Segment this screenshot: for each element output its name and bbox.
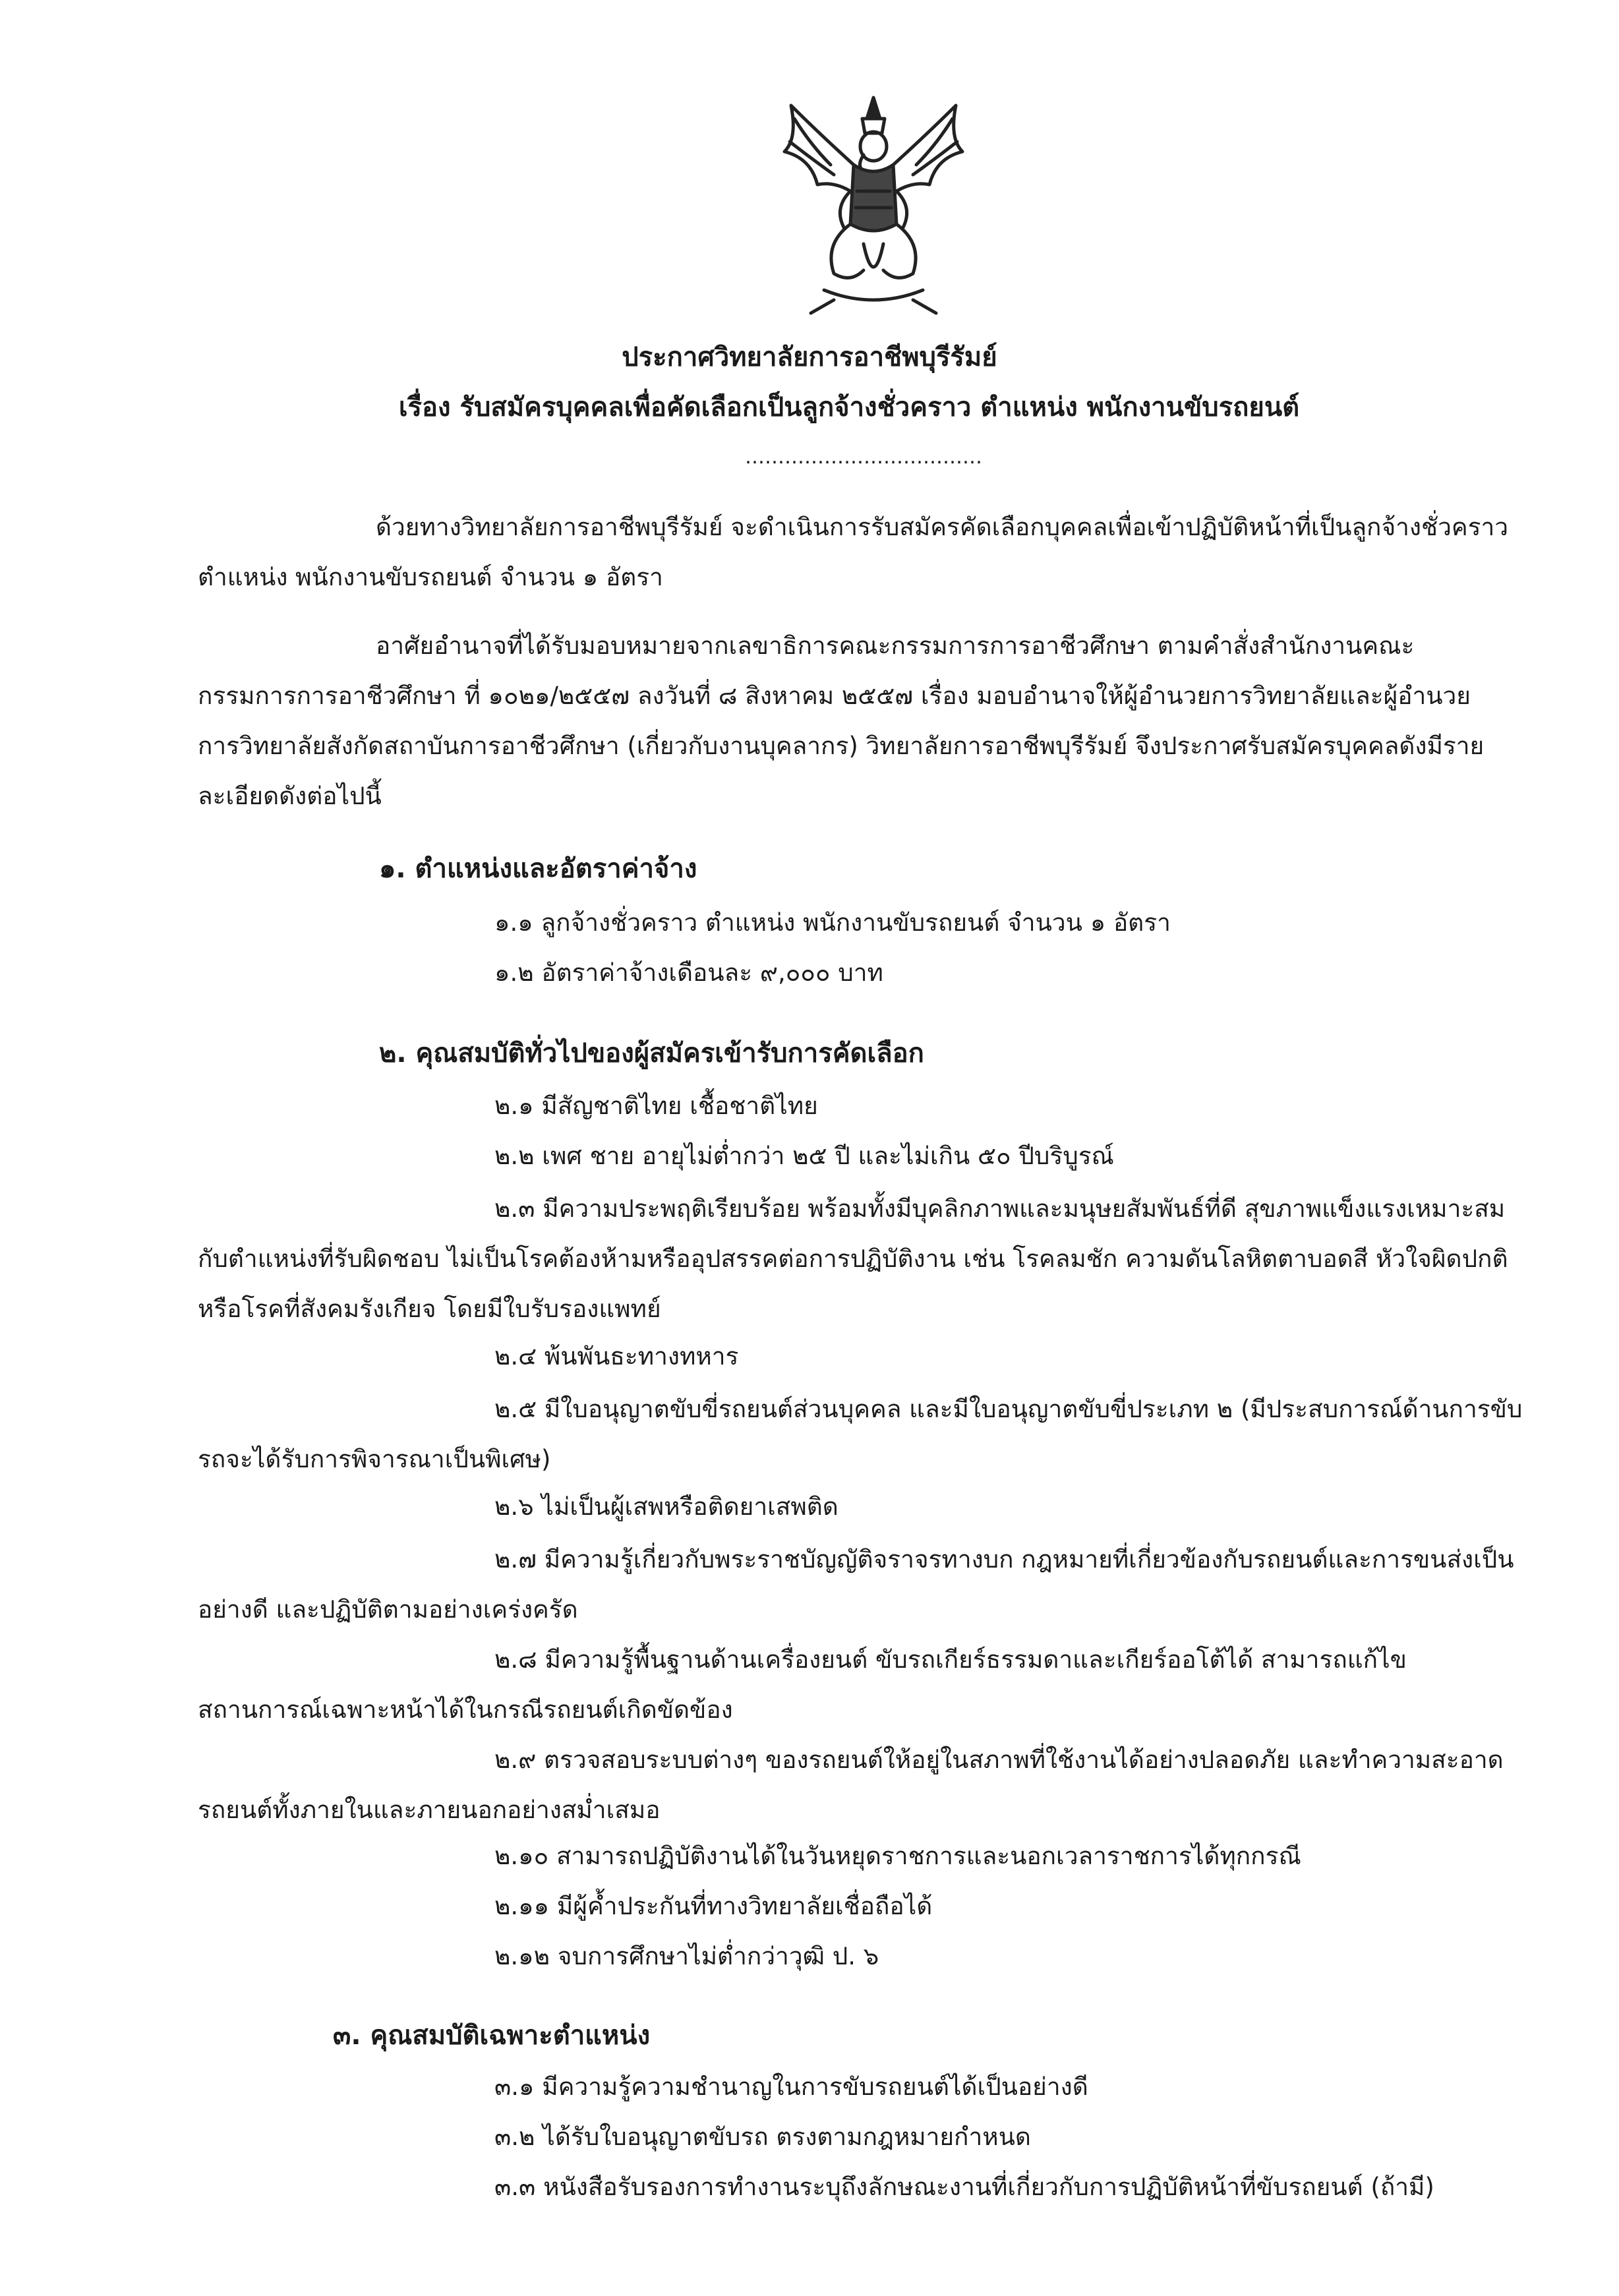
title-divider: ……………………………… <box>745 446 982 469</box>
section-1-item: ๑.๒ อัตราค่าจ้างเดือนละ ๙,๐๐๐ บาท <box>494 958 883 987</box>
section-3-item: ๓.๓ หนังสือรับรองการทำงานระบุถึงลักษณะงานที่เกี่ยวกับการปฏิบัติหน้าที่ขับรถยนต์ (ถ้ามี) <box>494 2173 1434 2201</box>
announcement-title: ประกาศวิทยาลัยการอาชีพบุรีรัมย์ <box>622 342 997 372</box>
section-2-item: ๒.๙ ตรวจสอบระบบต่างๆ ของรถยนต์ให้อยู่ในสภาพที่ใช้งานได้อย่างปลอดภัย และทำความสะอาดรถยนต์ทั้งภายในและภายนอกอย่างสม่ำเสมอ <box>198 1746 1504 1824</box>
section-2-item: ๒.๑๐ สามารถปฏิบัติงานได้ในวันหยุดราชการและนอกเวลาราชการได้ทุกกรณี <box>494 1842 1301 1870</box>
section-3-heading: ๓. คุณสมบัติเฉพาะตำแหน่ง <box>333 2020 651 2051</box>
section-2-item: ๒.๑๑ มีผู้ค้ำประกันที่ทางวิทยาลัยเชื่อถือได้ <box>494 1892 933 1920</box>
section-2-item: ๒.๕ มีใบอนุญาตขับขี่รถยนต์ส่วนบุคคล และมีใบอนุญาตขับขี่ประเภท ๒ (มีประสบการณ์ด้านการขับรถจะได้รับการพิจารณาเป็นพิเศษ) <box>198 1395 1523 1473</box>
section-2-item: ๒.๗ มีความรู้เกี่ยวกับพระราชบัญญัติจราจรทางบก กฎหมายที่เกี่ยวข้องกับรถยนต์และการขนส่งเป็นอย่างดี และปฏิบัติตามอย่างเคร่งครัด <box>198 1545 1514 1624</box>
section-2-item: ๒.๖ ไม่เป็นผู้เสพหรือติดยาเสพติด <box>494 1492 839 1521</box>
garuda-emblem-icon <box>771 92 976 316</box>
announcement-subject: เรื่อง รับสมัครบุคคลเพื่อคัดเลือกเป็นลูกจ้างชั่วคราว ตำแหน่ง พนักงานขับรถยนต์ <box>398 392 1300 423</box>
section-1-item: ๑.๑ ลูกจ้างชั่วคราว ตำแหน่ง พนักงานขับรถยนต์ จำนวน ๑ อัตรา <box>494 908 1171 937</box>
section-3-item: ๓.๑ มีความรู้ความชำนาญในการขับรถยนต์ได้เป็นอย่างดี <box>494 2073 1088 2101</box>
section-1-heading: ๑. ตำแหน่งและอัตราค่าจ้าง <box>379 854 697 884</box>
intro-paragraph-2: อาศัยอำนาจที่ได้รับมอบหมายจากเลขาธิการคณะกรรมการการอาชีวศึกษา ตามคำสั่งสำนักงานคณะกรรมการการอาชีวศึกษา ที่ ๑๐๒๑/๒๕๕๗ ลงวันที่ ๘ สิงหาคม ๒๕๕๗ เรื่อง มอบอำนาจให้ผู้อำนวยการวิทยาลัยและผู้อำนวยการวิทยาลัยสังกัดสถาบันการอาชีวศึกษา (เกี่ยวกับงานบุคลากร) วิทยาลัยการอาชีพบุรีรัมย์ จึงประกาศรับสมัครบุคคลดังมีรายละเอียดดังต่อไปนี้ <box>198 632 1485 810</box>
section-2-heading: ๒. คุณสมบัติทั่วไปของผู้สมัครเข้ารับการคัดเลือก <box>379 1038 924 1069</box>
section-2-item: ๒.๑๒ จบการศึกษาไม่ต่ำกว่าวุฒิ ป. ๖ <box>494 1942 879 1970</box>
section-2-item: ๒.๔ พ้นพันธะทางทหาร <box>494 1342 739 1370</box>
section-3-item: ๓.๒ ได้รับใบอนุญาตขับรถ ตรงตามกฎหมายกำหนด <box>494 2123 1031 2151</box>
section-2-item: ๒.๘ มีความรู้พื้นฐานด้านเครื่องยนต์ ขับรถเกียร์ธรรมดาและเกียร์ออโต้ได้ สามารถแก้ไขสถานการณ์เฉพาะหน้าได้ในกรณีรถยนต์เกิดขัดข้อง <box>198 1645 1407 1724</box>
section-2-item: ๒.๓ มีความประพฤติเรียบร้อย พร้อมทั้งมีบุคลิกภาพและมนุษยสัมพันธ์ที่ดี สุขภาพแข็งแรงเหมาะสมกับตำแหน่งที่รับผิดชอบ ไม่เป็นโรคต้องห้ามหรืออุปสรรคต่อการปฏิบัติงาน เช่น โรคลมชัก ความดันโลหิตตาบอดสี หัวใจผิดปกติ หรือโรคที่สังคมรังเกียจ โดยมีใบรับรองแพทย์ <box>198 1194 1508 1323</box>
intro-paragraph-1: ด้วยทางวิทยาลัยการอาชีพบุรีรัมย์ จะดำเนินการรับสมัครคัดเลือกบุคคลเพื่อเข้าปฏิบัติหน้าที่เป็นลูกจ้างชั่วคราว ตำแหน่ง พนักงานขับรถยนต์ จำนวน ๑ อัตรา <box>198 513 1509 591</box>
section-2-item: ๒.๒ เพศ ชาย อายุไม่ต่ำกว่า ๒๕ ปี และไม่เกิน ๕๐ ปีบริบูรณ์ <box>494 1142 1114 1170</box>
section-2-item: ๒.๑ มีสัญชาติไทย เชื้อชาติไทย <box>494 1092 818 1120</box>
